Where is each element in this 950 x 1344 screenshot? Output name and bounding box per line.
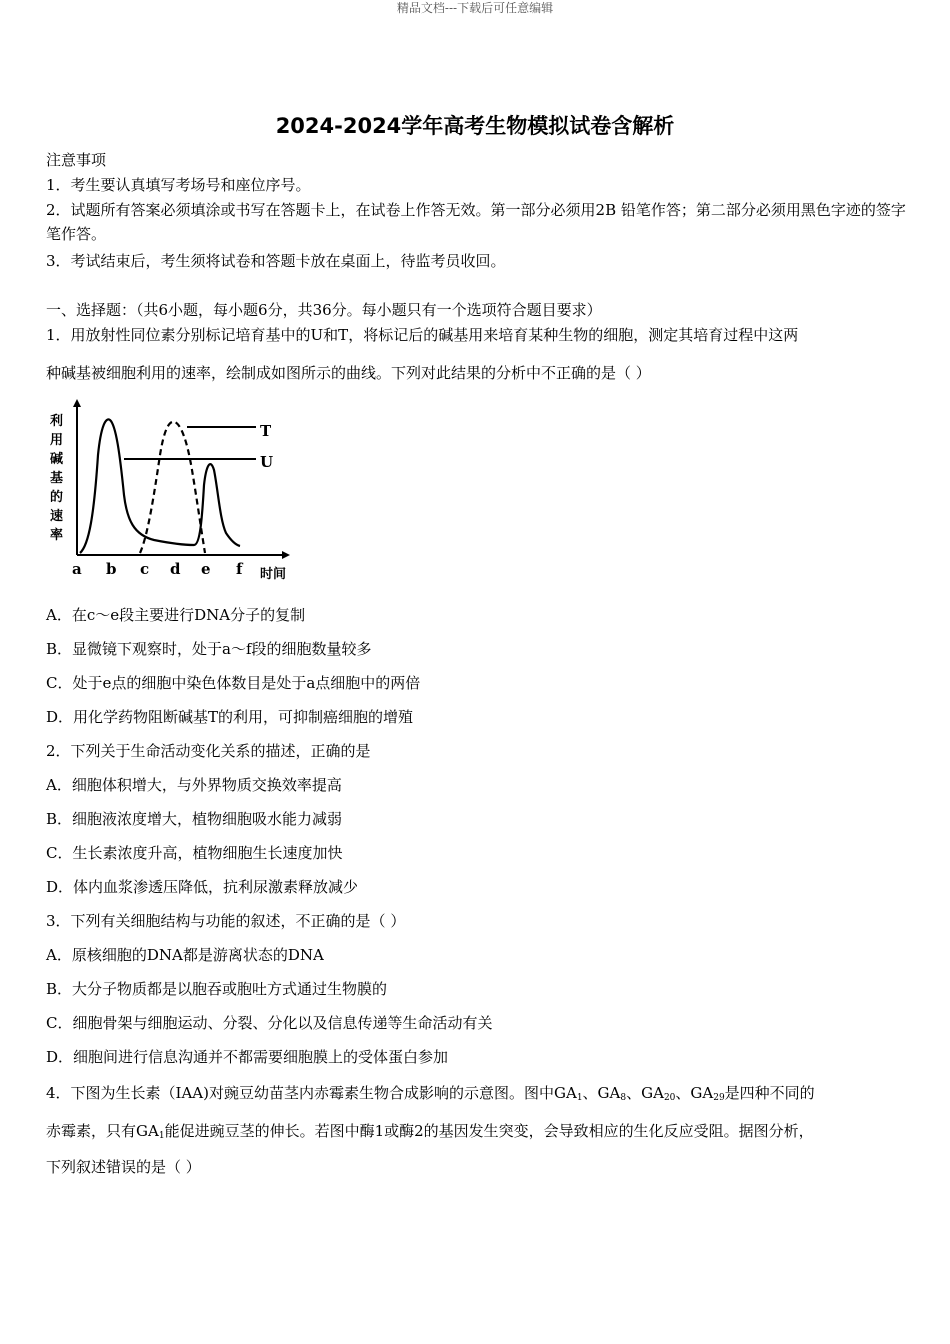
q2-option-d: D．体内血浆渗透压降低，抗利尿激素释放减少 <box>46 878 359 896</box>
q4-stem-line2 <box>46 1119 814 1148</box>
q1-series-label-u: U <box>260 453 274 471</box>
q2-option-b: B．细胞液浓度增大，植物细胞吸水能力减弱 <box>46 810 343 828</box>
q1-curve-u <box>80 419 240 553</box>
q1-stem-line2: 种碱基被细胞利用的速率，绘制成如图所示的曲线。下列对此结果的分析中不正确的是（ ） <box>46 364 651 382</box>
q1-ylabel-char: 的 <box>50 490 64 505</box>
q4-text: 、GA <box>675 1084 714 1102</box>
q2-option-c: C．生长素浓度升高，植物细胞生长速度加快 <box>46 844 343 862</box>
section-heading: 一、选择题：（共6小题，每小题6分，共36分。每小题只有一个选项符合题目要求） <box>46 301 602 319</box>
q4-text: 是四种不同的 <box>724 1084 815 1102</box>
q3-option-b: B．大分子物质都是以胞吞或胞吐方式通过生物膜的 <box>46 980 388 998</box>
page-title: 2024-2024学年高考生物模拟试卷含解析 <box>275 114 675 138</box>
q4-stem-line1 <box>46 1081 815 1110</box>
q4-text: 、GA <box>582 1084 621 1102</box>
notice-item-1: 1．考生要认真填写考场号和座位序号。 <box>46 176 311 194</box>
q3-option-c: C．细胞骨架与细胞运动、分裂、分化以及信息传递等生命活动有关 <box>46 1014 493 1032</box>
q4-text: 、GA <box>626 1084 664 1102</box>
q4-sub: 20 <box>663 1093 676 1103</box>
q4-stem-line3: 下列叙述错误的是（ ） <box>46 1158 201 1176</box>
q4-sub: 1 <box>576 1093 583 1103</box>
q1-x-axis-arrow <box>282 551 290 559</box>
q2-option-a: A．细胞体积增大，与外界物质交换效率提高 <box>46 776 342 794</box>
q1-tick-c: c <box>140 560 150 578</box>
q3-stem: 3．下列有关细胞结构与功能的叙述，不正确的是（ ） <box>46 912 406 930</box>
q1-xlabel: 时间 <box>260 567 287 582</box>
page-watermark: 精品文档---下载后可任意编辑 <box>396 1 554 15</box>
q1-tick-d: d <box>170 560 181 578</box>
q4-sub: 1 <box>158 1131 165 1141</box>
q1-series-label-t: T <box>260 422 272 440</box>
q1-tick-e: e <box>201 560 211 578</box>
q4-sub: 29 <box>713 1093 725 1103</box>
q4-text: 4．下图为生长素（IAA)对豌豆幼苗茎内赤霉素生物合成影响的示意图。图中GA <box>46 1084 577 1102</box>
q1-tick-a: a <box>72 560 82 578</box>
q1-ylabel-char: 基 <box>50 471 64 486</box>
q1-tick-b: b <box>106 560 117 578</box>
q4-text: 能促进豌豆茎的伸长。若图中酶1或酶2的基因发生突变，会导致相应的生化反应受阻。据图分析， <box>164 1122 814 1140</box>
q1-curve-t <box>140 422 205 553</box>
q1-stem-line1: 1．用放射性同位素分别标记培育基中的U和T，将标记后的碱基用来培育某种生物的细胞，测定其培育过程中这两 <box>46 326 799 344</box>
q1-figure <box>44 395 304 590</box>
q3-option-d: D．细胞间进行信息沟通并不都需要细胞膜上的受体蛋白参加 <box>46 1048 449 1066</box>
notice-heading: 注意事项 <box>46 151 107 169</box>
q2-stem: 2．下列关于生命活动变化关系的描述，正确的是 <box>46 742 371 760</box>
q1-option-d: D．用化学药物阻断碱基T的利用，可抑制癌细胞的增殖 <box>46 708 414 726</box>
q1-option-b: B．显微镜下观察时，处于a～f段的细胞数量较多 <box>46 640 372 658</box>
q1-ylabel-char: 利 <box>50 414 64 429</box>
q4-sub: 8 <box>620 1093 627 1103</box>
q1-option-c: C．处于e点的细胞中染色体数目是处于a点细胞中的两倍 <box>46 674 421 692</box>
q1-ylabel-char: 率 <box>50 528 64 543</box>
q3-option-a: A．原核细胞的DNA都是游离状态的DNA <box>46 946 324 964</box>
notice-item-3: 3．考试结束后，考生须将试卷和答题卡放在桌面上，待监考员收回。 <box>46 252 506 270</box>
q1-y-axis-arrow <box>73 399 81 407</box>
q1-ylabel-char: 碱 <box>50 452 64 467</box>
q1-option-a: A．在c～e段主要进行DNA分子的复制 <box>46 606 306 624</box>
q1-tick-f: f <box>236 560 243 578</box>
q1-ylabel-char: 速 <box>50 509 64 524</box>
q4-text: 赤霉素，只有GA <box>46 1122 159 1140</box>
q1-ylabel-char: 用 <box>50 433 64 448</box>
notice-item-2: 2．试题所有答案必须填涂或书写在答题卡上，在试卷上作答无效。第一部分必须用2B 铅笔作答；第二部分必须用黑色字迹的签字笔作答。 <box>46 201 906 243</box>
